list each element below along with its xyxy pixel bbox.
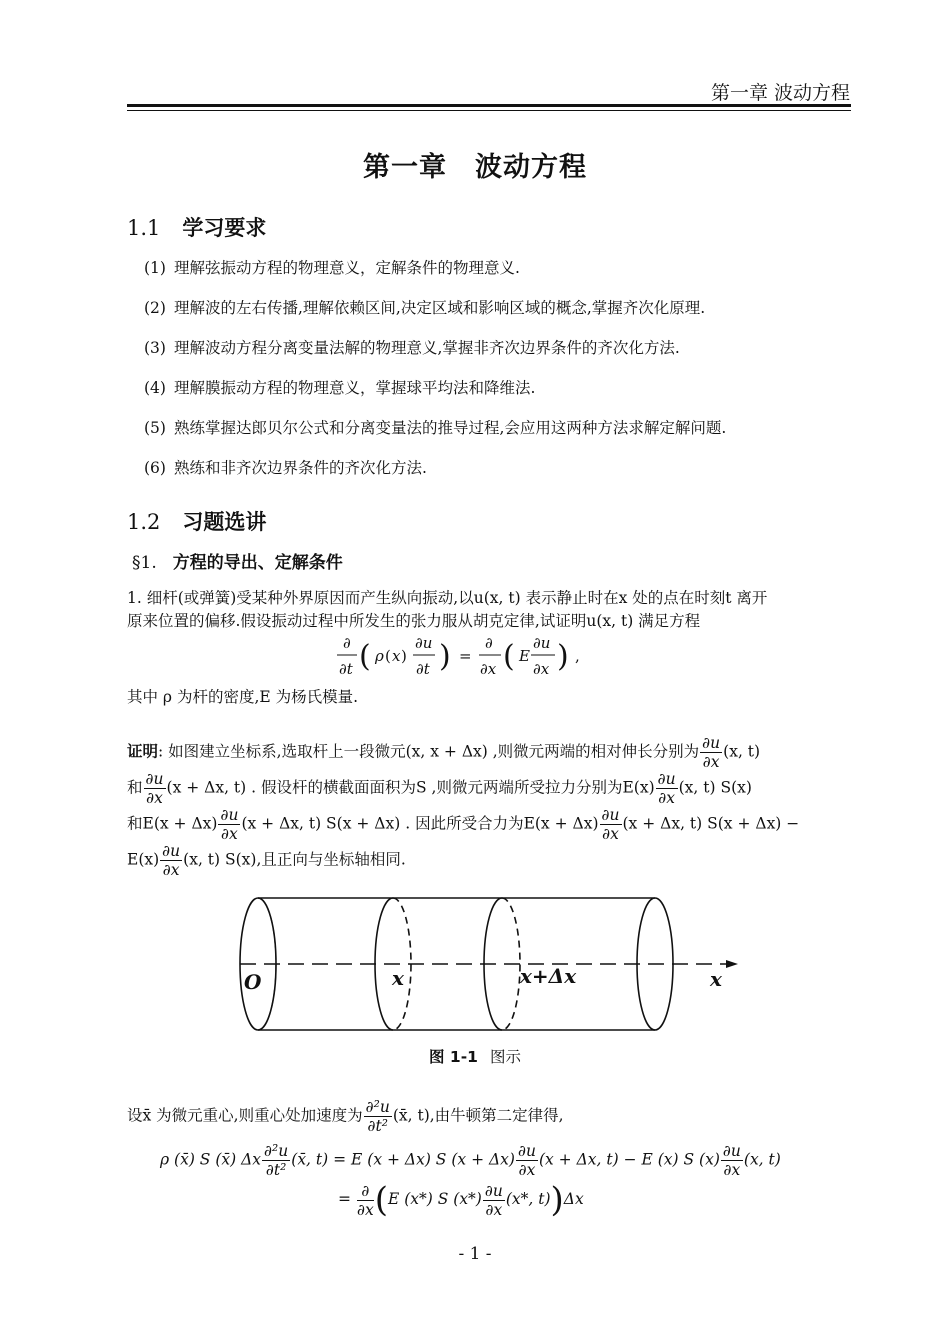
- problem-where: 其中 ρ 为杆的密度,E 为杨氏模量.: [127, 688, 359, 706]
- partial-fraction: $\frac{\partial u}{\partial x}$: [702, 734, 721, 771]
- problem-line-1: 1. 细杆(或弹簧)受某种外界原因而产生纵向振动,以u(x, t) 表示静止时在x 处的点在时刻t 离开: [127, 589, 768, 607]
- label-x: x: [392, 966, 404, 990]
- section-heading-2: [127, 506, 266, 536]
- partial-operator: $\frac{\partial}{\partial x}$: [356, 1181, 374, 1219]
- svg-text:E: E: [519, 647, 530, 665]
- svg-text:x: x: [392, 647, 401, 665]
- svg-text:(: (: [359, 639, 371, 674]
- caption-text: 图示: [489, 1048, 521, 1066]
- requirement-item: (2) 理解波的左右传播,理解依赖区间,决定区域和影响区域的概念,掌握齐次化原理.: [144, 299, 706, 317]
- svg-text:=: =: [459, 647, 472, 665]
- page-number: - 1 -: [458, 1244, 492, 1264]
- svg-text:∂t: ∂t: [416, 660, 430, 678]
- svg-text:ρ: ρ: [375, 647, 384, 665]
- svg-text:): ): [401, 647, 407, 665]
- svg-text:,: ,: [575, 647, 580, 665]
- second-derivative-fraction: $\frac{\text{∂²u}}{\text{∂t²}}$: [365, 1098, 390, 1135]
- proof-line-3: 和E(x + Δx) $\frac{\partial u}{\partial x}$ (x + Δx, t) S(x + Δx) . 因此所受合力为E(x + Δx) $\frac{\partial u}{\partial x}$ (x + Δx, t) S(x + Δx) −: [127, 806, 800, 843]
- svg-text:∂x: ∂x: [533, 660, 550, 678]
- partial-fraction: $\frac{\partial u}{\partial x}$: [722, 1142, 741, 1179]
- partial-fraction: $\frac{\partial u}{\partial x}$: [484, 1181, 503, 1219]
- proof-label: 证明: [127, 742, 159, 761]
- label-x-plus-dx: x+Δx: [520, 964, 577, 988]
- caption-number: 图 1-1: [429, 1048, 478, 1066]
- svg-text:∂: ∂: [485, 634, 493, 652]
- display-equation-1: [0, 628, 950, 686]
- newton-equation-line-2: = $\frac{\partial}{\partial x}$ (E (x*) S (x*) $\frac{\partial u}{\partial x}$ (x*, t))Δx: [338, 1180, 584, 1220]
- requirement-item: (4) 理解膜振动方程的物理意义，掌握球平均法和降维法.: [144, 379, 536, 397]
- partial-fraction: $\frac{\partial u}{\partial x}$: [601, 806, 620, 843]
- label-axis-x: x: [710, 967, 722, 991]
- requirement-item: (6) 熟练和非齐次边界条件的齐次化方法.: [144, 459, 427, 477]
- svg-text:(: (: [503, 639, 515, 674]
- svg-text:∂u: ∂u: [415, 634, 433, 652]
- continuation-line-1: 设x̄ 为微元重心,则重心处加速度为 $\frac{\text{∂²u}}{\text{∂t²}}$ (x̄, t),由牛顿第二定律得,: [127, 1098, 564, 1135]
- svg-text:): ): [557, 639, 569, 674]
- chapter-title: 第一章 波动方程: [363, 152, 587, 183]
- svg-text:(: (: [385, 647, 391, 665]
- subsection-heading: [132, 548, 343, 573]
- proof-line-4: E(x) $\frac{\partial u}{\partial x}$ (x, t) S(x),且正向与坐标轴相同.: [127, 842, 406, 879]
- cylinder-figure: [230, 894, 750, 1040]
- section-number: 1.1: [127, 216, 161, 240]
- newton-equation-line-1: ρ (x̄) S (x̄) Δx $\frac{\text{∂²u}}{\text{∂t²}}$ (x̄, t) = E (x + Δx) S (x + Δx) $\frac{\partial u}{\partial x}$ (x + Δx, t) − E (x) S (x) $\frac{\partial u}{\partial x}$ (x, t): [160, 1142, 781, 1179]
- subsection-title: 方程的导出、定解条件: [172, 553, 343, 573]
- section-title: 学习要求: [182, 216, 267, 240]
- section-heading-1: [127, 212, 266, 242]
- figure-caption: [0, 1045, 950, 1067]
- header-rule-thin: [127, 110, 851, 111]
- label-origin: O: [244, 970, 262, 994]
- svg-text:): ): [439, 639, 451, 674]
- partial-fraction: $\frac{\partial u}{\partial x}$: [220, 806, 239, 843]
- svg-text:∂: ∂: [343, 634, 351, 652]
- proof-line-1: 证明: 如图建立坐标系,选取杆上一段微元(x, x + Δx) ,则微元两端的相对伸长分别为 $\frac{\partial u}{\partial x}$ (x, t): [127, 734, 761, 771]
- partial-fraction: $\frac{\partial u}{\partial x}$: [657, 770, 676, 807]
- section-title: 习题选讲: [182, 510, 267, 534]
- partial-fraction: $\frac{\partial u}{\partial x}$: [145, 770, 164, 807]
- second-derivative-fraction: $\frac{\text{∂²u}}{\text{∂t²}}$: [264, 1142, 289, 1179]
- proof-line-2: 和 $\frac{\partial u}{\partial x}$ (x + Δx, t) . 假设杆的横截面面积为S ,则微元两端所受拉力分别为E(x) $\frac{\partial u}{\partial x}$ (x, t) S(x): [127, 770, 752, 807]
- svg-text:∂u: ∂u: [533, 634, 551, 652]
- section-number: 1.2: [127, 510, 161, 534]
- subsection-number: §1.: [132, 553, 157, 573]
- partial-fraction: $\frac{\partial u}{\partial x}$: [162, 842, 181, 879]
- requirement-item: (5) 熟练掌握达郎贝尔公式和分离变量法的推导过程,会应用这两种方法求解定解问题.: [144, 419, 727, 437]
- svg-text:∂x: ∂x: [480, 660, 497, 678]
- header-rule-thick: [127, 104, 851, 107]
- running-head: 第一章 波动方程: [710, 82, 850, 104]
- requirement-item: (3) 理解波动方程分离变量法解的物理意义,掌握非齐次边界条件的齐次化方法.: [144, 339, 680, 357]
- svg-text:∂t: ∂t: [339, 660, 353, 678]
- axis-arrowhead: [726, 960, 738, 968]
- problem-line-2: 原来位置的偏移.假设振动过程中所发生的张力服从胡克定律,试证明u(x, t) 满足方程: [127, 612, 701, 630]
- partial-fraction: $\frac{\partial u}{\partial x}$: [517, 1142, 536, 1179]
- requirement-item: (1) 理解弦振动方程的物理意义，定解条件的物理意义.: [144, 259, 520, 277]
- wave-equation-graphic: [335, 628, 615, 682]
